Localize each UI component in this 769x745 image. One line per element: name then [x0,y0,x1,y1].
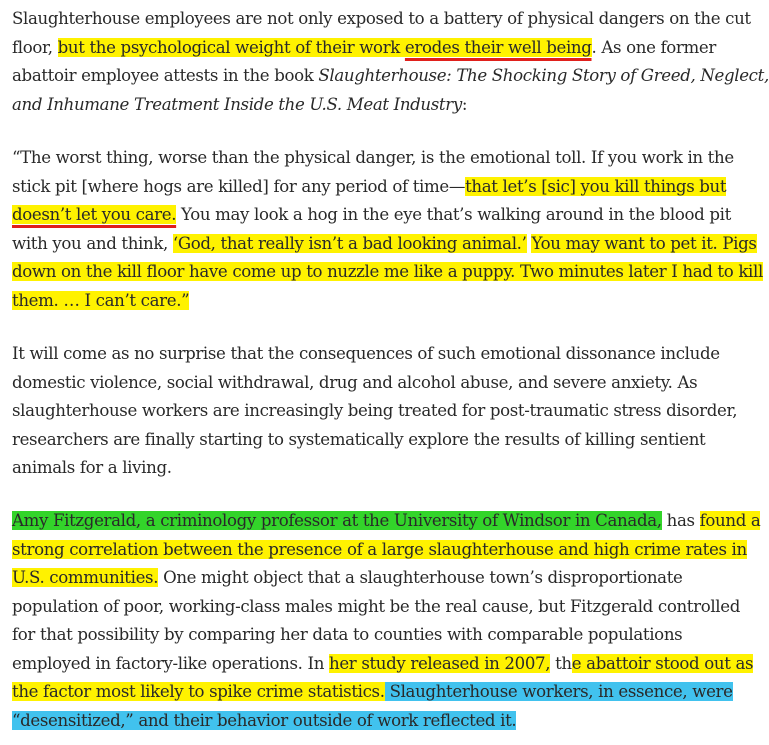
text: researchers are finally starting to systematically explore the results of killing sentient [12,430,706,449]
text: : [461,95,468,114]
highlight-blue: Slaughterhouse workers, in essence, were [384,682,733,701]
p4-line-6 [12,650,753,678]
highlight-green: Amy Fitzgerald, a criminology professor at the University of Windsor in Canada, [12,511,662,530]
p2-line-2 [12,173,726,201]
text: domestic violence, social withdrawal, drug and alcohol abuse, and severe anxiety. As [12,373,698,392]
highlight-blue: “desensitized,” and their behavior outside of work reflected it. [12,711,517,730]
p3-line-5 [12,454,172,482]
highlight-yellow: U.S. communities. [12,568,159,587]
highlight-yellow: the factor most likely to spike crime statistics. [12,682,385,701]
p4-line-5 [12,621,682,649]
highlight-yellow: them. … I can’t care.” [12,291,190,310]
highlight-yellow: down on the kill floor have come up to nuzzle me like a puppy. Two minutes later I had to kill [12,262,763,281]
p2-line-4 [12,230,757,258]
highlight-yellow: strong correlation between the presence of a large slaughterhouse and high crime rates in [12,540,747,559]
p2-line-1 [12,144,734,172]
p1-line-4 [12,91,467,119]
p2-line-5 [12,258,763,286]
text: has [661,511,700,530]
highlight-underlined: erodes their well being [404,38,592,57]
text: population of poor, working-class males might be the real cause, but Fitzgerald controlled [12,597,740,616]
highlight-yellow: her study released in 2007, [329,654,551,673]
p2-line-3 [12,201,731,229]
p4-line-1 [12,507,760,535]
p1-line-1 [12,5,751,33]
p4-line-3 [12,564,683,592]
text: with you and think, [12,234,173,253]
text: Slaughterhouse employees are not only exposed to a battery of physical dangers on the cut [12,9,751,28]
p4-line-7 [12,678,733,706]
highlight-underlined: doesn’t let you care. [12,205,177,224]
p3-line-3 [12,397,737,425]
highlight-yellow: that let’s [sic] you kill things but [465,177,727,196]
text: employed in factory-like operations. In [12,654,329,673]
text: th [550,654,572,673]
p2-line-6 [12,287,189,315]
text: slaughterhouse workers are increasingly being treated for post-traumatic stress disorder, [12,401,738,420]
text: for that possibility by comparing her data to counties with comparable populations [12,625,683,644]
text: abattoir employee attests in the book [12,66,319,85]
text: “The worst thing, worse than the physical danger, is the emotional toll. If you work in the [12,148,734,167]
text: stick pit [where hogs are killed] for any period of time— [12,177,466,196]
p3-line-4 [12,426,705,454]
book-title: and Inhumane Treatment Inside the U.S. Meat Industry [12,95,462,114]
p3-line-1 [12,340,720,368]
p4-line-2 [12,536,747,564]
p1-line-3 [12,62,769,90]
p4-line-8 [12,707,516,735]
p1-line-2 [12,34,716,62]
text: . As one former [591,38,716,57]
p3-line-2 [12,369,697,397]
text: You may look a hog in the eye that’s walking around in the blood pit [176,205,731,224]
book-title: Slaughterhouse: The Shocking Story of Greed, Neglect, [318,66,769,85]
highlight-yellow: ‘God, that really isn’t a bad looking animal.’ [172,234,527,253]
text: animals for a living. [12,458,172,477]
highlight-yellow: You may want to pet it. Pigs [531,234,757,253]
highlight-yellow: but the psychological weight of their work [57,38,405,57]
highlight-yellow: found a [699,511,761,530]
p4-line-4 [12,593,740,621]
text: It will come as no surprise that the consequences of such emotional dissonance include [12,344,720,363]
highlight-yellow: e abattoir stood out as [571,654,754,673]
text: One might object that a slaughterhouse town’s disproportionate [158,568,683,587]
text: floor, [12,38,58,57]
